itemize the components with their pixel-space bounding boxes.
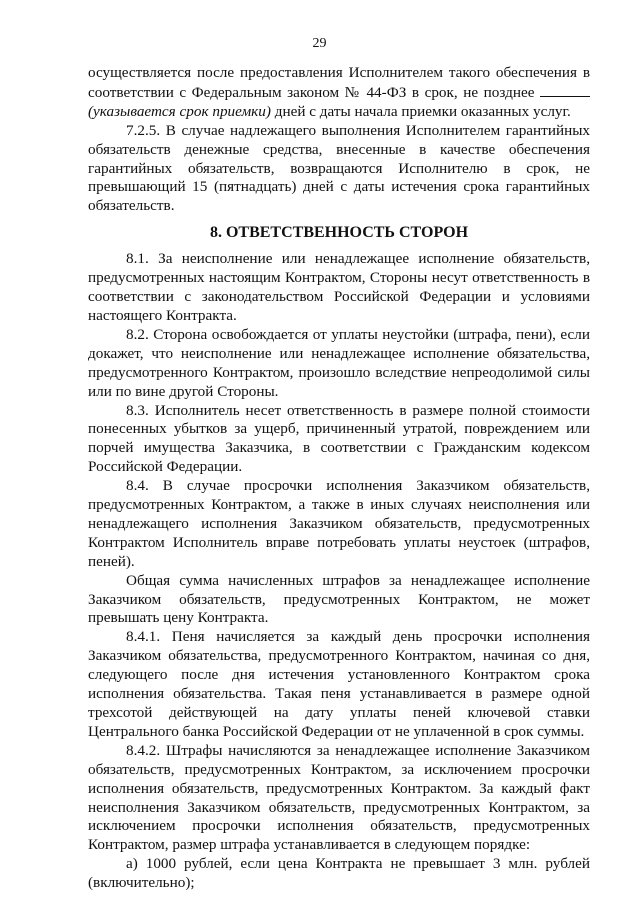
paragraph-7-2-5: 7.2.5. В случае надлежащего выполнения Исполнителем гарантийных обязательств денежные средства, внесенные в качестве обеспечения гарантийных обязательств, возвращаются Исполнителю в срок, не превышающий 15 (пятнадцать) дней с даты истечения срока гарантийных обязательств. [88,121,590,215]
paragraph-7-2-4-text-a: осуществляется после предоставления Исполнителем такого обеспечения в соответствии с Федеральным законом № 44-ФЗ в срок, не позднее [88,64,590,101]
paragraph-7-2-4-text-b: дней с даты начала приемки оказанных услуг. [274,102,571,120]
paragraph-8-4-1: 8.4.1. Пеня начисляется за каждый день просрочки исполнения Заказчиком обязательства, предусмотренного Контрактом, начиная со дня, следующего после дня истечения установленного Контрактом срока исполнения обязательства. Такая пеня устанавливается в размере одной трехсотой действующей на дату уплаты пеней ключевой ставки Центрального банка Российской Федерации от не уплаченной в срок суммы. [88,628,590,740]
paragraph-item-a: а) 1000 рублей, если цена Контракта не превышает 3 млн. рублей (включительно); [88,855,590,892]
paragraph-8-4-2: 8.4.2. Штрафы начисляются за ненадлежащее исполнение Заказчиком обязательств, предусмотренных Контрактом, за исключением просрочки исполнения обязательств, предусмотренных Контрактом. За каждый факт неисполнения Заказчиком обязательств, предусмотренных Контрактом, за исключением просрочки исполнения обязательств, предусмотренных Контрактом, размер штрафа устанавливается в следующем порядке: [88,741,590,854]
paragraph-penalty-total: Общая сумма начисленных штрафов за ненадлежащее исполнение Заказчиком обязательств, предусмотренных Контрактом, не может превышать цену Контракта. [88,571,590,627]
blank-field [540,83,590,97]
paragraph-7-2-4-continuation [88,64,590,122]
document-body [88,64,590,893]
paragraph-8-1: 8.1. За неисполнение или ненадлежащее исполнение обязательств, предусмотренных настоящим Контрактом, Стороны несут ответственность в соответствии с законодательством Российской Федерации и условиями настоящего Контракта. [88,250,590,324]
paragraph-7-2-4-italic-note: (указывается срок приемки) [88,102,271,120]
paragraph-8-4: 8.4. В случае просрочки исполнения Заказчиком обязательств, предусмотренных Контрактом, а также в иных случаях неисполнения или ненадлежащего исполнения Заказчиком обязательств, предусмотренных Контрактом Исполнитель вправе потребовать уплаты неустоек (штрафов, пеней). [88,477,590,570]
page-number: 29 [312,36,327,51]
section-heading: 8. ОТВЕТСТВЕННОСТЬ СТОРОН [209,224,469,242]
paragraph-8-3: 8.3. Исполнитель несет ответственность в размере полной стоимости понесенных убытков за ущерб, причиненный утратой, повреждением или порчей имущества Заказчика, в соответствии с Гражданским кодексом Российской Федерации. [88,401,590,476]
paragraph-8-2: 8.2. Сторона освобождается от уплаты неустойки (штрафа, пени), если докажет, что неисполнение или ненадлежащее исполнение обязательства, предусмотренного Контрактом, произошло вследствие непреодолимой силы или по вине другой Стороны. [88,325,590,400]
